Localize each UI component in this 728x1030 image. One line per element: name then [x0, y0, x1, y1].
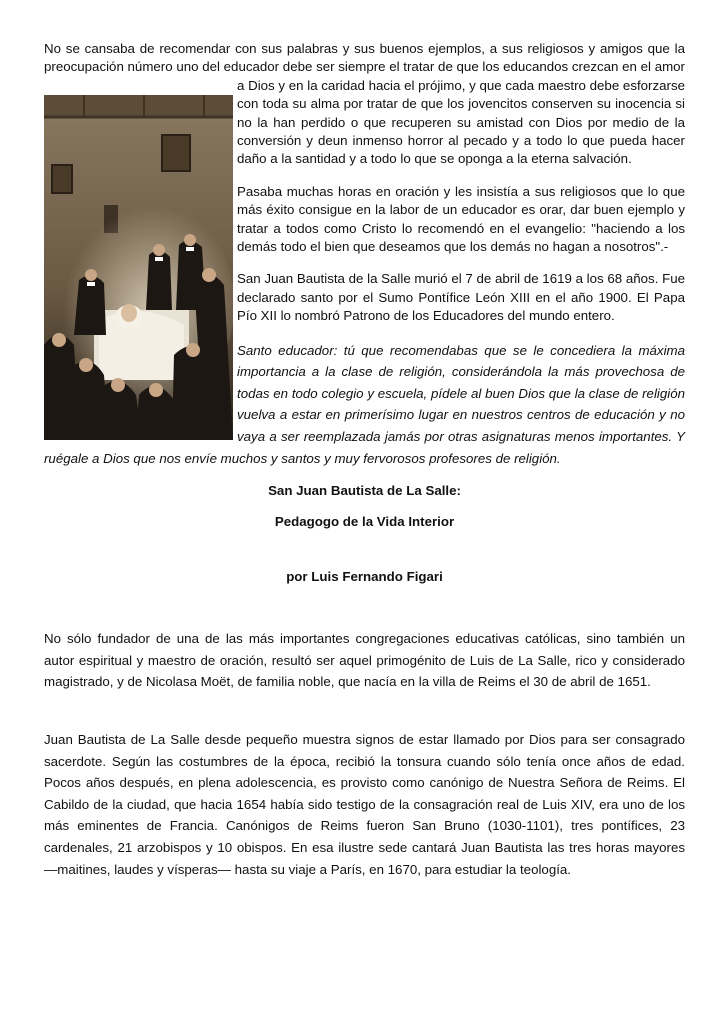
prayer-habit-paragraph: Pasaba muchas horas en oración y les insistía a sus religiosos que lo que más éxito consigue en la labor de un educador es orar, dar buen ejemplo y tratar a todos como Cristo lo recomendó en el evangelio: "haciendo a los demás todo el bien que deseamos que los demás no hagan a nosotros".-: [237, 183, 685, 255]
biography-paragraph-1: No sólo fundador de una de las más importantes congregaciones educativas católicas, sino también un autor espiritual y maestro de oración, resultó ser aquel primogénito de Luis de La Salle, rico y considerado magistrado, y de Nicolasa Moët, de familia noble, que nacía en la villa de Reims el 30 de abril de 1651.: [44, 631, 685, 690]
biography-paragraph-2: Juan Bautista de La Salle desde pequeño muestra signos de estar llamado por Dios para ser consagrado sacerdote. Según las costumbres de la época, recibió la tonsura cuando sólo tenía once años de edad. Pocos años después, en plena adolescencia, es provisto como canónigo de Nuestra Señora de Reims. El Cabildo de la ciudad, que hacia 1654 había sido testigo de la consagración real de Luis XIV, era uno de los más eminentes de Francia. Canónigos de Reims fueron San Bruno (1030-1101), tres pontífices, 23 cardenales, 21 arzobispos y 10 obispos. En esa ilustre sede cantará Juan Bautista las tres horas mayores —maitines, laudes y vísperas— hasta su viaje a París, en 1670, para estudiar la teología.: [44, 732, 685, 877]
document-page: [44, 40, 685, 880]
deathbed-painting: [44, 95, 233, 440]
article-byline: por Luis Fernando Figari: [286, 569, 443, 585]
death-paragraph: San Juan Bautista de la Salle murió el 7 de abril de 1619 a los 68 años. Fue declarado santo por el Sumo Pontífice León XIII en el año 1900. El Papa Pío XII lo nombró Patrono de los Educadores del mundo entero.: [237, 271, 685, 324]
article-subtitle: Pedagogo de la Vida Interior: [274, 514, 455, 530]
article-title: San Juan Bautista de La Salle:: [268, 483, 461, 499]
prayer-paragraph: Santo educador: tú que recomendabas que se le concediera la máxima importancia a la clase de religión, considerándola la más provechosa de todas en todo colegio y escuela, pídele al buen Dios que la clase de religión vuelva a estar en primerísimo lugar en nuestros centros de educación y no vaya a ser reemplazada jamás por otras asignaturas menos importantes. Y ruégale a Dios que nos envíe muchos y santos y muy fervorosos profesores de religión.: [44, 342, 685, 466]
intro-paragraph: No se cansaba de recomendar con sus palabras y sus buenos ejemplos, a sus religiosos y amigos que la preocupación número uno del educador debe ser siempre el tratar de que los educandos crezcan en el amor a Dios y en la caridad hacia el prójimo, y que cada maestro debe esforzarse con toda su alma por tratar de que los jovencitos conserven su inocencia si no la han perdido o que recuperen su amistad con Dios por medio de la conversión y deun inmenso horror al pecado y a todo lo que pueda hacer daño a la santidad y a todo lo que se oponga a la eterna salvación.: [44, 41, 685, 167]
